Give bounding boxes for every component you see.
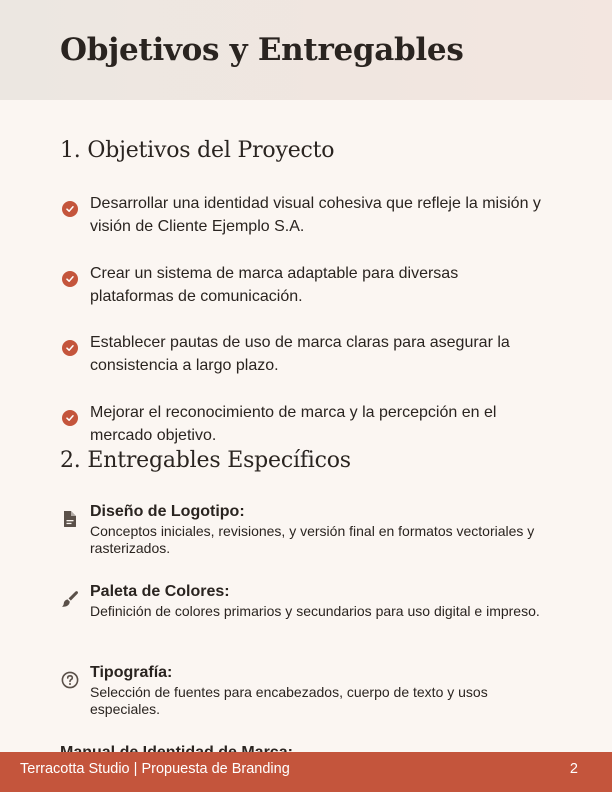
page-title: Objetivos y Entregables [60,32,464,68]
deliverable-description: Definición de colores primarios y secundarios para uso digital e impreso. [90,603,540,619]
deliverable-description: Conceptos iniciales, revisiones, y versión final en formatos vectoriales y rasterizados. [90,523,535,556]
check-circle-icon [62,271,78,287]
objective-text: Establecer pautas de uso de marca claras para asegurar la consistencia a largo plazo. [90,334,510,374]
check-circle-icon [62,201,78,217]
deliverable-title: Paleta de Colores: [90,583,230,600]
objective-text: Desarrollar una identidad visual cohesiva que refleje la misión y visión de Cliente Ejemplo S.A. [90,195,541,235]
file-document-icon [60,509,80,529]
footer-text: Terracotta Studio | Propuesta de Branding [20,761,290,777]
page-header [0,0,612,100]
paintbrush-icon [60,589,80,609]
question-circle-icon [60,670,80,690]
page-footer [0,752,612,792]
check-circle-icon [62,410,78,426]
check-circle-icon [62,340,78,356]
deliverable-title: Diseño de Logotipo: [90,503,245,520]
deliverable-title: Tipografía: [90,664,173,681]
page-number: 2 [569,761,578,777]
deliverables-heading: 2. Entregables Específicos [60,448,351,473]
objective-text: Crear un sistema de marca adaptable para diversas plataformas de comunicación. [90,265,459,305]
deliverable-description: Selección de fuentes para encabezados, cuerpo de texto y usos especiales. [90,684,488,717]
objective-text: Mejorar el reconocimiento de marca y la percepción en el mercado objetivo. [90,404,497,444]
objectives-heading: 1. Objetivos del Proyecto [60,138,335,163]
